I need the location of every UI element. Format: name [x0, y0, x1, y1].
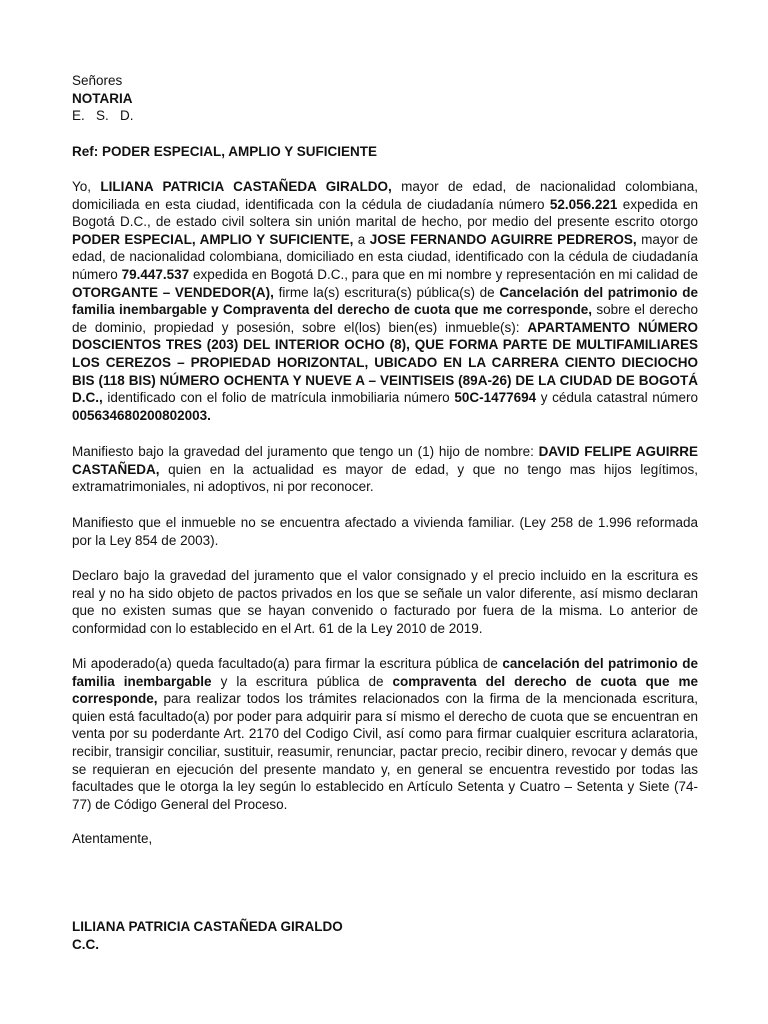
paragraph-grant — [72, 178, 698, 424]
letter-header — [72, 72, 698, 125]
text: Mi apoderado(a) queda facultado(a) para firmar la escritura pública de — [72, 656, 503, 671]
text: sobre el derecho de dominio, propiedad y posesión, sobre el(los) bien(es) inmueble(s): — [72, 302, 698, 335]
attorney-id: 79.447.537 — [121, 266, 190, 282]
text: expedida en Bogotá D.C., para que en mi nombre y representación en mi calidad de — [189, 266, 698, 282]
power-type: PODER ESPECIAL, AMPLIO Y SUFICIENTE, — [72, 231, 354, 247]
paragraph-housing: Manifiesto que el inmueble no se encuentra afectado a vivienda familiar. (Ley 258 de 1.996 reformada por la Ley 854 de 2003). — [72, 515, 698, 548]
bold-act-2: compraventa del derecho de cuota que me corresponde, — [72, 673, 699, 707]
text: quien en la actualidad es mayor de edad, y que no tengo mas hijos legítimos, extramatrimoniales, ni adoptivos, ni por reconocer. — [72, 461, 698, 495]
cadastral-number: 005634680200802003. — [72, 407, 211, 423]
text: expedida en Bogotá D.C., de estado civil soltera sin unión marital de hecho, por medio del presente escrito otorgo — [72, 196, 698, 230]
addressee: NOTARIA — [72, 90, 133, 106]
text: para realizar todos los trámites relacionados con la firma de la mencionada escritura, quien está facultado(a) por poder para adquirir para sí mismo el derecho de cuota que se encuentran en venta por su poderdante Art. 2170 del Codigo Civil, así como para firmar cualquier escritura aclaratoria, recibir, transigir conciliar, sustituir, reasumir, renunciar, pactar precio, recibir dinero, revocar y demás que se requieran en ejecución del presente mandato y, en general se encuentra revestido por todas las facultades que le otorga la ley según lo establecido en Artículo Setenta y Cuatro – Setenta y Siete (74-77) de Código General del Proceso. — [72, 691, 698, 812]
closing: Atentamente, — [72, 831, 153, 846]
text: Yo, — [72, 179, 101, 194]
text: a — [353, 231, 370, 247]
legal-acts: Cancelación del patrimonio de familia inembargable y Compraventa del derecho de cuota que me corresponde, — [72, 284, 698, 318]
child-name: DAVID FELIPE AGUIRRE CASTAÑEDA, — [72, 444, 698, 477]
signer-name: LILIANA PATRICIA CASTAÑEDA GIRALDO — [72, 919, 343, 934]
bold-act-1: cancelación del patrimonio de familia inembargable — [72, 656, 698, 689]
text: y cédula catastral número — [536, 390, 698, 406]
grantor-role: OTORGANTE – VENDEDOR(A), — [72, 284, 274, 300]
grantor-id: 52.056.221 — [549, 196, 618, 212]
paragraph-children — [72, 443, 698, 496]
property-description: APARTAMENTO NÚMERO DOSCIENTOS TRES (203) DEL INTERIOR OCHO (8), QUE FORMA PARTE DE MULTIFAMILIARES LOS CEREZOS – PROPIEDAD HORIZONTAL, UBICADO EN LA CARRERA CIENTO DIECIOCHO BIS (118 BIS) NÚMERO OCHENTA Y NUEVE A – VEINTISEIS (89A-26) DE LA CIUDAD DE BOGOTÁ D.C., — [72, 319, 699, 406]
text: mayor de edad, de nacionalidad colombiana, domiciliado en esta ciudad, identificado con la cédula de ciudadanía número — [72, 231, 699, 282]
esd-line: E. S. D. — [72, 108, 134, 124]
text: firme la(s) escritura(s) pública(s) de — [273, 284, 500, 300]
attorney-name: JOSE FERNANDO AGUIRRE PEDREROS, — [369, 231, 637, 247]
salutation: Señores — [72, 73, 123, 88]
paragraph-declaration: Declaro bajo la gravedad del juramento que el valor consignado y el precio incluido en la escritura es real y no ha sido objeto de pactos privados en los que se señale un valor diferente, así mismo declaran que no existen sumas que se hayan convenido o facturado por fuera de la misma. Lo anterior de conformidad con lo establecido en el Art. 61 de la Ley 2010 de 2019. — [72, 568, 698, 636]
reference-line: Ref: PODER ESPECIAL, AMPLIO Y SUFICIENTE — [72, 144, 378, 159]
grantor-name: LILIANA PATRICIA CASTAÑEDA GIRALDO, — [100, 179, 392, 194]
text: mayor de edad, de nacionalidad colombiana, domiciliada en esta ciudad, identificada con la cédula de ciudadanía número — [72, 179, 698, 212]
text: y la escritura pública de — [211, 673, 393, 689]
signature-block — [72, 918, 698, 953]
paragraph-faculties — [72, 655, 698, 813]
text: Manifiesto bajo la gravedad del juramento que tengo un (1) hijo de nombre: — [72, 444, 539, 459]
signer-id-label: C.C. — [72, 936, 99, 952]
text: identificado con el folio de matrícula inmobiliaria número — [102, 390, 455, 406]
registry-number: 50C-1477694 — [454, 390, 537, 406]
